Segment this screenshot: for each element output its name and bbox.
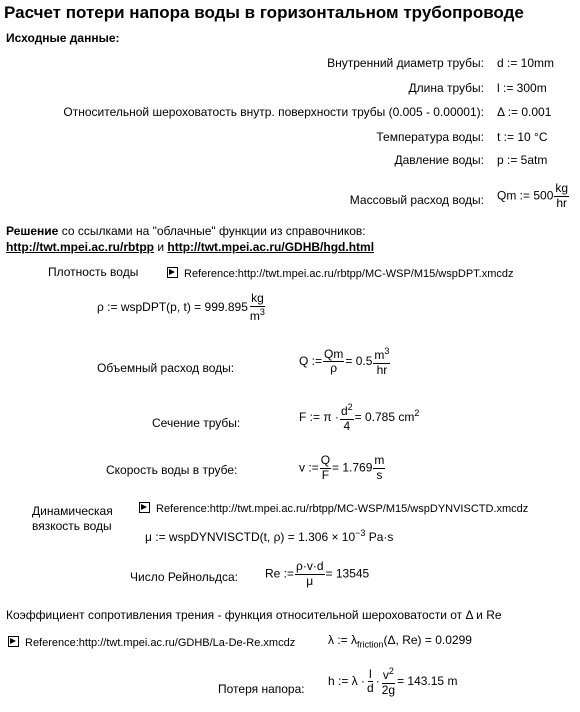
massflow-expr[interactable]: Qm := 500 $\frac{kg}{hr}$	[497, 181, 569, 210]
friction-text: Коэффициент сопротивления трения - функция относительной шероховатости от Δ и Re	[6, 608, 502, 622]
viscosity-expr[interactable]: μ := wspDYNVISCTD(t, $\rho) = 1.306 \times 10^{-3}$ Pa·s	[145, 528, 394, 544]
solution-text: Решение со ссылками на "облачные" функции из справочников:	[6, 224, 366, 238]
diameter-expr[interactable]: d := 10mm	[497, 56, 555, 70]
link-gdhb[interactable]: http://twt.mpei.ac.ru/GDHB/hgd.html	[167, 240, 375, 254]
page-title: Расчет потери напора воды в горизонтальном трубопроводе	[4, 3, 524, 22]
reynolds-expr[interactable]: Re := $\frac{\rho\cdot v\cdot d}{\mu}$ = 13545	[265, 559, 370, 588]
headloss-label: Потеря напора:	[218, 682, 305, 696]
length-expr[interactable]: l := 300m	[497, 81, 547, 95]
link-rbtpp[interactable]: http://twt.mpei.ac.ru/rbtpp	[6, 240, 154, 254]
pressure-label: Давление воды:	[394, 153, 484, 167]
density-reference[interactable]: Reference:http://twt.mpei.ac.ru/rbtpp/MC-WSP/M15/wspDPT.xmcdz	[167, 267, 514, 280]
headloss-expr[interactable]: h := λ · $\frac{l}{d}$ · $\frac{v^2}{2g}$ = 143.15 m	[328, 666, 458, 697]
friction-expr[interactable]: λ := $\lambda_{friction}(\Delta$, Re) = 0.0299	[328, 633, 472, 650]
reynolds-label: Число Рейнольдса:	[130, 570, 238, 584]
volflow-label: Объемный расход воды:	[97, 361, 235, 375]
massflow-label: Массовый расход воды:	[349, 193, 484, 207]
roughness-label: Относительной шероховатость внутр. поверхности трубы (0.005 - 0.00001):	[63, 105, 484, 119]
pressure-expr[interactable]: p := 5atm	[497, 153, 548, 167]
roughness-expr[interactable]: Δ := 0.001	[497, 105, 552, 119]
viscosity-label-1: Динамическая	[32, 504, 113, 518]
diameter-label: Внутренний диаметр трубы:	[327, 56, 484, 70]
section-label: Сечение трубы:	[152, 416, 241, 430]
density-expr[interactable]: ρ := wspDPT(p, t) = 999.895 $\frac{kg}{m^3}$	[97, 291, 265, 323]
friction-reference[interactable]: Reference:http://twt.mpei.ac.ru/GDHB/La-De-Re.xmcdz	[8, 636, 295, 649]
temperature-expr[interactable]: t := 10 °C	[497, 130, 548, 144]
velocity-expr[interactable]: v := $\frac{Q}{F}$ = 1.769 $\frac{m}{s}$	[299, 453, 385, 482]
solution-links: http://twt.mpei.ac.ru/rbtpp и http://twt.mpei.ac.ru/GDHB/hgd.html	[6, 240, 375, 254]
volflow-expr[interactable]: Q := $\frac{Qm}{\rho}$ = 0.5 $\frac{m^3}{hr}$	[299, 346, 390, 377]
length-label: Длина трубы:	[408, 81, 484, 95]
viscosity-reference[interactable]: Reference:http://twt.mpei.ac.ru/rbtpp/MC-WSP/M15/wspDYNVISCTD.xmcdz	[139, 502, 528, 515]
reference-arrow-icon	[8, 636, 19, 647]
section-expr[interactable]: F := π · $\frac{d^2}{4}$ = 0.785 $cm^2$	[299, 402, 420, 433]
input-header: Исходные данные:	[6, 31, 120, 45]
reference-arrow-icon	[167, 267, 178, 278]
velocity-label: Скорость воды в трубе:	[106, 463, 238, 477]
viscosity-label-2: вязкость воды	[32, 519, 112, 533]
density-label: Плотность воды	[48, 265, 139, 279]
temperature-label: Температура воды:	[376, 130, 484, 144]
reference-arrow-icon	[139, 502, 150, 513]
